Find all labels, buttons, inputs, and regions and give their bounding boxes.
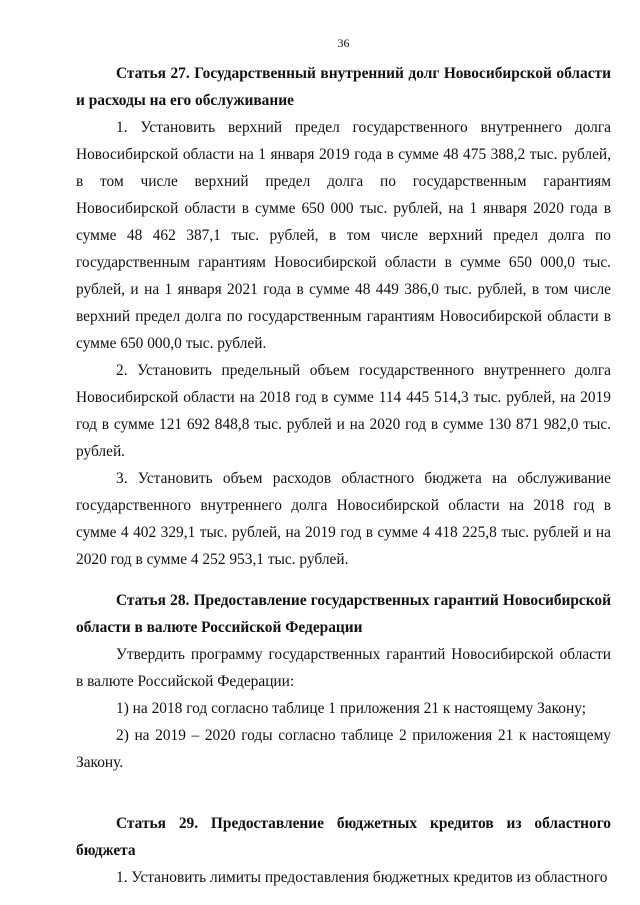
article-29-heading: Статья 29. Предоставление бюджетных кредитов из областного бюджета — [76, 815, 611, 859]
article-28-paragraph-3: 2) на 2019 – 2020 годы согласно таблице 2 приложения 21 к настоящему Закону. — [76, 727, 611, 771]
article-28-heading: Статья 28. Предоставление государственных гарантий Новосибирской области в валюте Российской Федерации — [76, 592, 611, 636]
section-spacer — [76, 573, 611, 587]
article-27-paragraph-2: 2. Установить предельный объем государственного внутреннего долга Новосибирской области на 2018 год в сумме 114 445 514,3 тыс. рублей, на 2019 год в сумме 121 692 848,8 тыс. рублей и на 2020 год в сумме 130 871 982,0 тыс. рублей. — [76, 362, 611, 460]
article-29-paragraph-1: 1. Установить лимиты предоставления бюджетных кредитов из областного — [116, 869, 608, 886]
article-27-heading: Статья 27. Государственный внутренний долг Новосибирской области и расходы на его обслуживание — [76, 65, 611, 109]
article-28 — [76, 587, 611, 776]
article-27-paragraph-3: 3. Установить объем расходов областного бюджета на обслуживание государственного внутреннего долга Новосибирской области на 2018 год в сумме 4 402 329,1 тыс. рублей, на 2019 год в сумме 4 418 225,8 тыс. рублей и на 2020 год в сумме 4 252 953,1 тыс. рублей. — [76, 470, 611, 568]
article-28-paragraph-2: 1) на 2018 год согласно таблице 1 приложения 21 к настоящему Закону; — [116, 700, 587, 717]
article-27-paragraph-1: 1. Установить верхний предел государственного внутреннего долга Новосибирской области на 1 января 2019 года в сумме 48 475 388,2 тыс. рублей, в том числе верхний предел долга по государственным гарантиям Новосибирской области в сумме 650 000 тыс. рублей, на 1 января 2020 года в сумме 48 462 387,1 тыс. рублей, в том числе верхний предел долга по государственным гарантиям Новосибирской области в сумме 650 000,0 тыс. рублей, и на 1 января 2021 года в сумме 48 449 386,0 тыс. рублей, в том числе верхний предел долга по государственным гарантиям Новосибирской области в сумме 650 000,0 тыс. рублей. — [76, 119, 611, 352]
article-27 — [76, 60, 611, 573]
document-page — [76, 36, 611, 891]
article-28-paragraph-1: Утвердить программу государственных гарантий Новосибирской области в валюте Российской Федерации: — [76, 646, 611, 690]
page-number: 36 — [337, 36, 350, 50]
article-29 — [76, 810, 611, 891]
section-spacer — [76, 776, 611, 810]
